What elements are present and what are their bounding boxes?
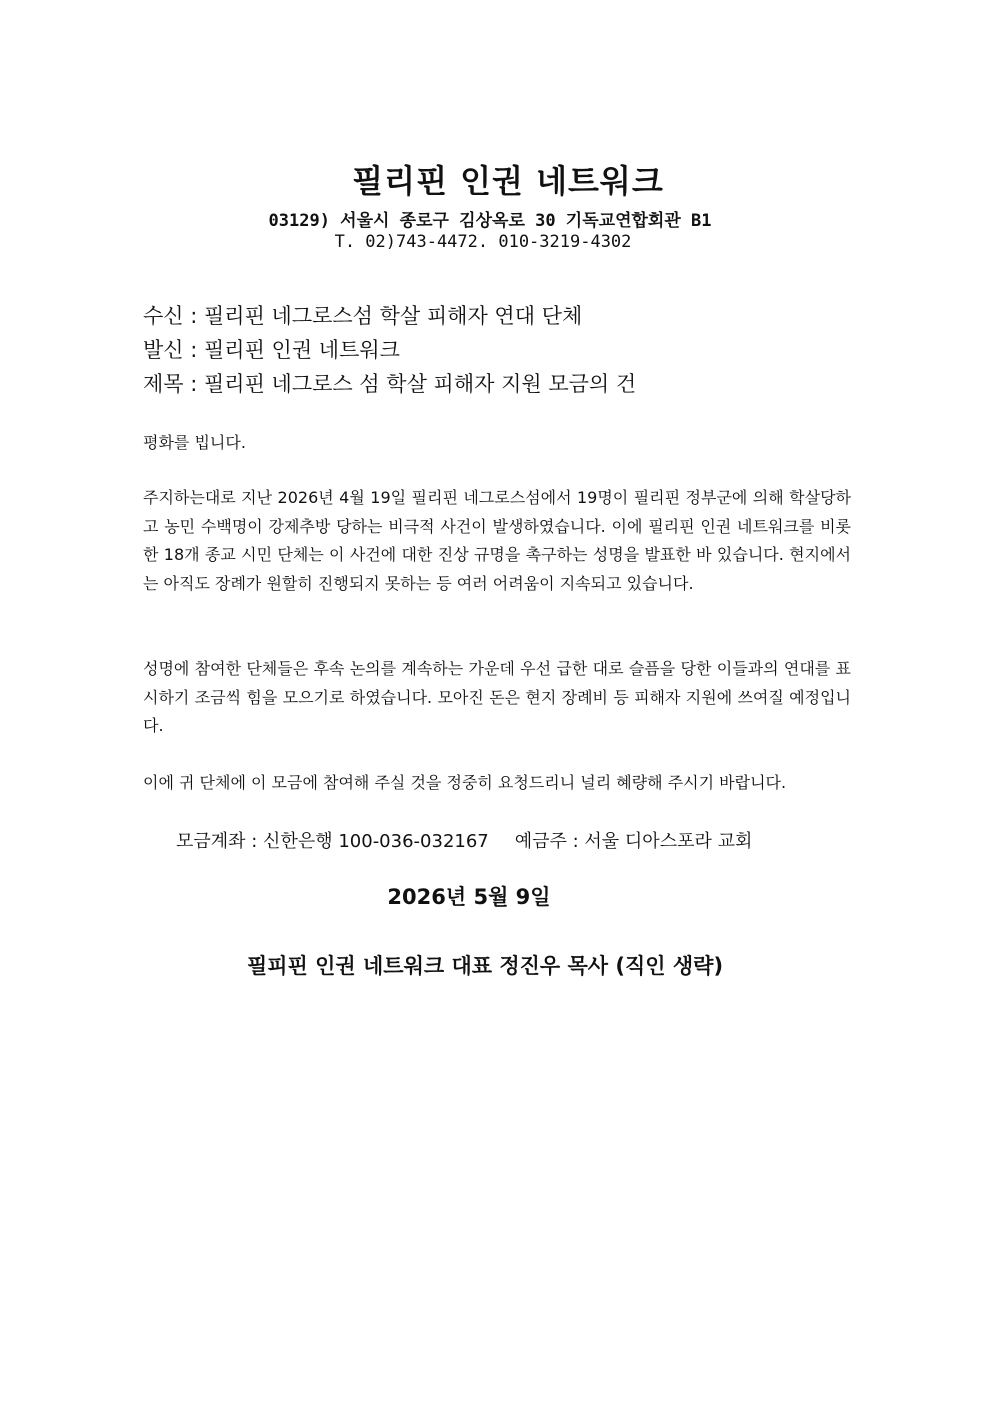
greeting: 평화를 빕니다. [143,433,246,452]
subject-line: 제목 : 필리핀 네그로스 섬 학살 피해자 지원 모금의 건 [143,372,637,396]
account-holder: 예금주 : 서울 디아스포라 교회 [514,831,753,852]
signature-line: 필피핀 인권 네트워크 대표 정진우 목사 (직인 생략) [246,954,724,978]
body-paragraph-3: 이에 귀 단체에 이 모금에 참여해 주실 것을 정중히 요청드리니 널리 혜량해 주시기 바랍니다. [143,773,787,792]
body-paragraph-2: 성명에 참여한 단체들은 후속 논의를 계속하는 가운데 우선 급한 대로 슬픔을 당한 이들과의 연대를 표시하기 조금씩 힘을 모으기로 하였습니다. 모아진 돈은 현지 장례비 등 피해자 지원에 쓰여질 예정입니다. [143,659,851,735]
sender-line: 발신 : 필리핀 인권 네트워크 [143,338,400,362]
account-number: 모금계좌 : 신한은행 100-036-032167 [176,831,489,852]
donation-account [176,827,752,853]
letterhead-address: 03129) 서울시 종로구 김상옥로 30 기독교연합회관 B1 [268,211,712,231]
letterhead-phone: T. 02)743-4472. 010-3219-4302 [334,232,632,252]
body-paragraph-1: 주지하는대로 지난 2026년 4월 19일 필리핀 네그로스섬에서 19명이 필리핀 정부군에 의해 학살당하고 농민 수백명이 강제추방 당하는 비극적 사건이 발생하였습니다. 이에 필리핀 인권 네트워크를 비롯한 18개 종교 시민 단체는 이 사건에 대한 진상 규명을 촉구하는 성명을 발표한 바 있습니다. 현지에서는 아직도 장례가 원할히 진행되지 못하는 등 여러 어려움이 지속되고 있습니다. [143,488,851,593]
letterhead-title: 필리핀 인권 네트워크 [352,162,664,200]
recipient-line: 수신 : 필리핀 네그로스섬 학살 피해자 연대 단체 [143,304,583,328]
letter-date: 2026년 5월 9일 [387,885,551,909]
